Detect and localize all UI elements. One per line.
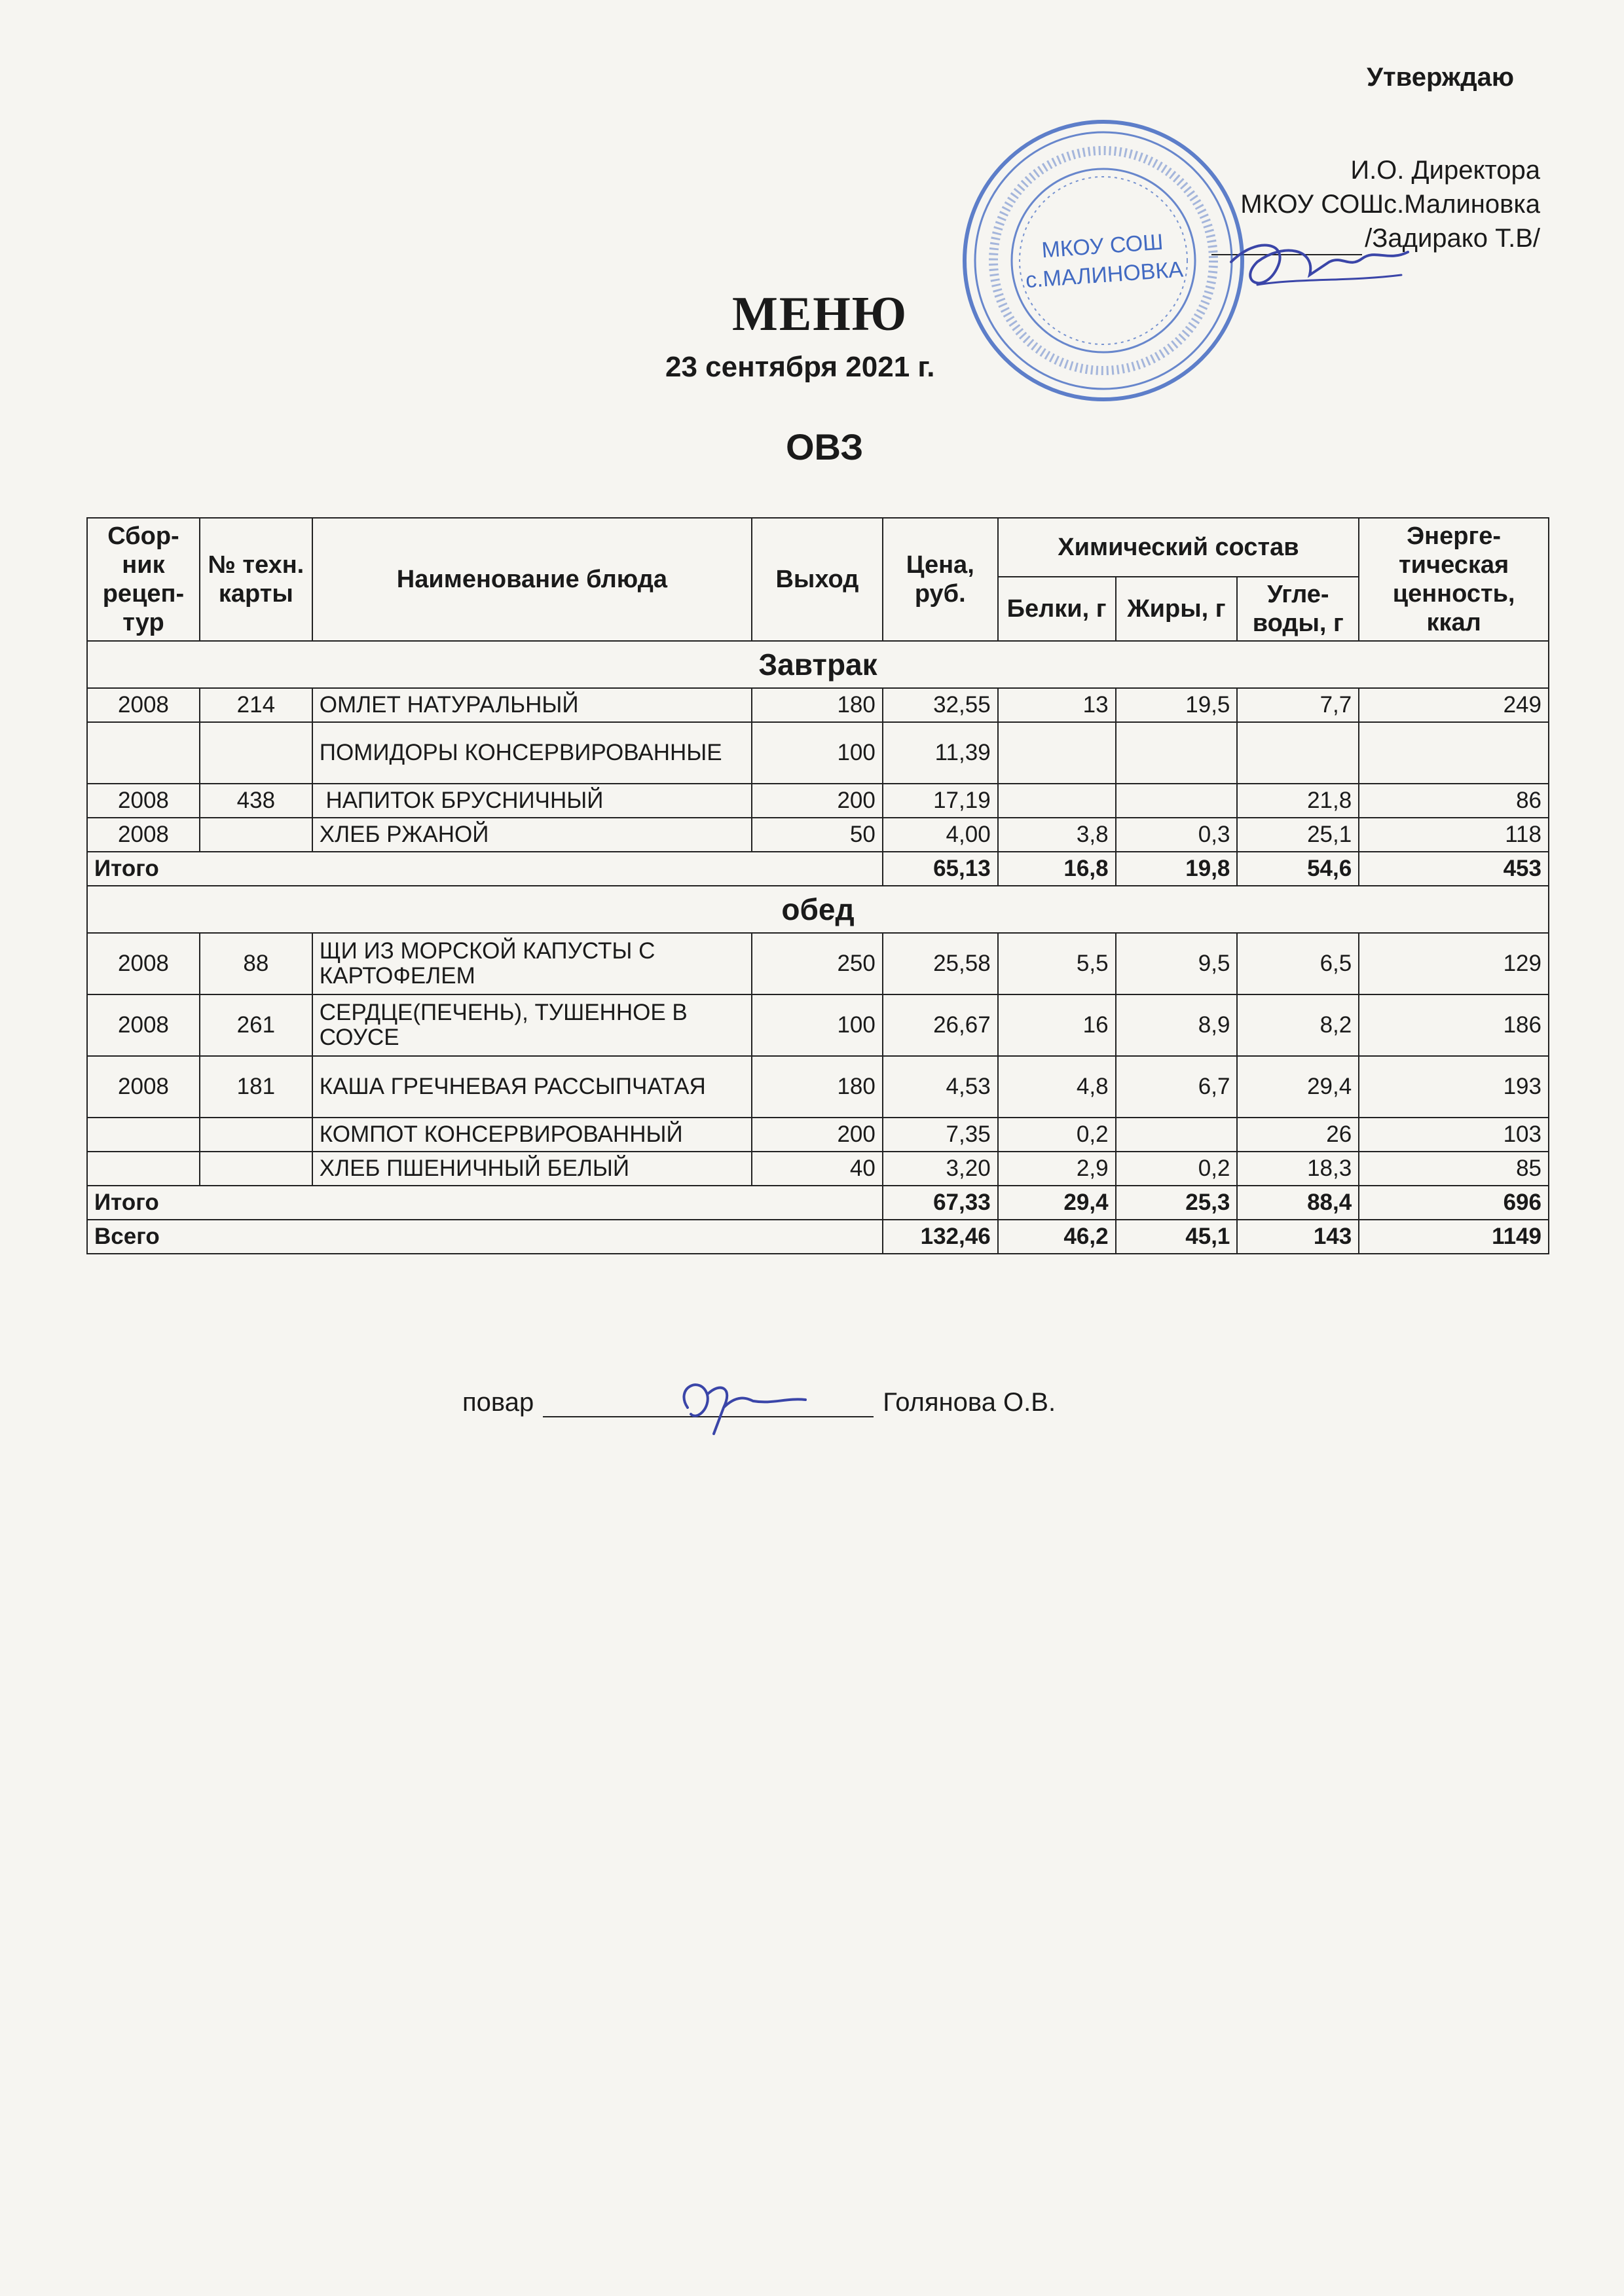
- total-row-breakfast: [87, 852, 1549, 886]
- table-row: [87, 1152, 1549, 1186]
- stamp-line-2: с.МАЛИНОВКА: [1024, 257, 1185, 293]
- cell-fats: 0,3: [1116, 818, 1238, 852]
- cell-card: 214: [200, 688, 312, 722]
- total-fats: 25,3: [1116, 1186, 1238, 1220]
- cell-name: КОМПОТ КОНСЕРВИРОВАННЫЙ: [312, 1118, 752, 1152]
- cell-carbs: 29,4: [1237, 1056, 1359, 1118]
- header-energy: Энерге-тическая ценность, ккал: [1359, 518, 1549, 641]
- total-label: Итого: [87, 852, 883, 886]
- cell-output: 100: [752, 722, 883, 784]
- grand-total-carbs: 143: [1237, 1220, 1359, 1254]
- cell-price: 25,58: [883, 933, 998, 994]
- cell-name: ХЛЕБ ПШЕНИЧНЫЙ БЕЛЫЙ: [312, 1152, 752, 1186]
- total-row-lunch: [87, 1186, 1549, 1220]
- grand-total-row: [87, 1220, 1549, 1254]
- cell-output: 50: [752, 818, 883, 852]
- cell-card: [200, 1152, 312, 1186]
- cell-collection: 2008: [87, 688, 200, 722]
- cell-name: ОМЛЕТ НАТУРАЛЬНЫЙ: [312, 688, 752, 722]
- cell-price: 4,53: [883, 1056, 998, 1118]
- cell-collection: 2008: [87, 818, 200, 852]
- cell-collection: [87, 722, 200, 784]
- menu-date: 23 сентября 2021 г.: [665, 351, 935, 383]
- total-carbs: 88,4: [1237, 1186, 1359, 1220]
- cell-carbs: 7,7: [1237, 688, 1359, 722]
- table-row: [87, 818, 1549, 852]
- cell-name: ЩИ ИЗ МОРСКОЙ КАПУСТЫ С КАРТОФЕЛЕМ: [312, 933, 752, 994]
- header-collection: Сбор-ник рецеп-тур: [87, 518, 200, 641]
- menu-table: [86, 517, 1549, 1254]
- cook-label: повар: [462, 1388, 534, 1417]
- header-proteins: Белки, г: [998, 577, 1116, 641]
- cell-proteins: 0,2: [998, 1118, 1116, 1152]
- grand-total-price: 132,46: [883, 1220, 998, 1254]
- cell-price: 7,35: [883, 1118, 998, 1152]
- cook-signature: [661, 1362, 812, 1440]
- cell-proteins: 5,5: [998, 933, 1116, 994]
- cell-fats: 9,5: [1116, 933, 1238, 994]
- cell-energy: [1359, 722, 1549, 784]
- cell-output: 40: [752, 1152, 883, 1186]
- header-price: Цена, руб.: [883, 518, 998, 641]
- cell-price: 26,67: [883, 994, 998, 1056]
- cell-energy: 118: [1359, 818, 1549, 852]
- cell-energy: 86: [1359, 784, 1549, 818]
- cell-price: 11,39: [883, 722, 998, 784]
- cell-proteins: 4,8: [998, 1056, 1116, 1118]
- cell-card: [200, 1118, 312, 1152]
- cell-carbs: 8,2: [1237, 994, 1359, 1056]
- cell-output: 180: [752, 688, 883, 722]
- cell-collection: 2008: [87, 784, 200, 818]
- table-row: [87, 784, 1549, 818]
- cell-output: 200: [752, 784, 883, 818]
- cell-fats: [1116, 1118, 1238, 1152]
- table-row: [87, 933, 1549, 994]
- grand-total-fats: 45,1: [1116, 1220, 1238, 1254]
- cell-name: НАПИТОК БРУСНИЧНЫЙ: [312, 784, 752, 818]
- header-name: Наименование блюда: [312, 518, 752, 641]
- cell-proteins: 3,8: [998, 818, 1116, 852]
- cell-fats: [1116, 722, 1238, 784]
- cell-fats: 19,5: [1116, 688, 1238, 722]
- cell-fats: 6,7: [1116, 1056, 1238, 1118]
- cell-output: 200: [752, 1118, 883, 1152]
- total-energy: 453: [1359, 852, 1549, 886]
- cell-collection: 2008: [87, 1056, 200, 1118]
- approval-organization: МКОУ СОШс.Малиновка: [1240, 190, 1540, 219]
- cell-card: 261: [200, 994, 312, 1056]
- table-row: [87, 722, 1549, 784]
- cell-carbs: 6,5: [1237, 933, 1359, 994]
- cell-output: 250: [752, 933, 883, 994]
- cell-price: 32,55: [883, 688, 998, 722]
- table-row: [87, 688, 1549, 722]
- cell-collection: [87, 1152, 200, 1186]
- total-carbs: 54,6: [1237, 852, 1359, 886]
- cell-fats: [1116, 784, 1238, 818]
- header-carbs: Угле-воды, г: [1237, 577, 1359, 641]
- cell-card: 438: [200, 784, 312, 818]
- total-price: 67,33: [883, 1186, 998, 1220]
- header-chem: Химический состав: [998, 518, 1359, 577]
- approval-name: /Задирако Т.В/: [1365, 224, 1540, 253]
- cell-carbs: 21,8: [1237, 784, 1359, 818]
- cell-energy: 186: [1359, 994, 1549, 1056]
- director-signature: [1218, 223, 1414, 314]
- cell-price: 4,00: [883, 818, 998, 852]
- total-label: Итого: [87, 1186, 883, 1220]
- cell-energy: 103: [1359, 1118, 1549, 1152]
- cell-energy: 129: [1359, 933, 1549, 994]
- cell-name: ХЛЕБ РЖАНОЙ: [312, 818, 752, 852]
- cell-card: [200, 722, 312, 784]
- cell-collection: 2008: [87, 994, 200, 1056]
- cell-proteins: 2,9: [998, 1152, 1116, 1186]
- cell-name: СЕРДЦЕ(ПЕЧЕНЬ), ТУШЕННОЕ В СОУСЕ: [312, 994, 752, 1056]
- cell-proteins: 16: [998, 994, 1116, 1056]
- cell-card: 88: [200, 933, 312, 994]
- cell-name: ПОМИДОРЫ КОНСЕРВИРОВАННЫЕ: [312, 722, 752, 784]
- cell-card: [200, 818, 312, 852]
- stamp-text: [950, 107, 1257, 414]
- table-header-row: [87, 518, 1549, 577]
- cell-price: 3,20: [883, 1152, 998, 1186]
- total-proteins: 29,4: [998, 1186, 1116, 1220]
- section-row-lunch: [87, 886, 1549, 933]
- cell-proteins: 13: [998, 688, 1116, 722]
- cell-carbs: [1237, 722, 1359, 784]
- section-title: обед: [87, 886, 1549, 933]
- table-row: [87, 994, 1549, 1056]
- header-fats: Жиры, г: [1116, 577, 1238, 641]
- approval-position: И.О. Директора: [1350, 156, 1540, 185]
- cell-carbs: 26: [1237, 1118, 1359, 1152]
- approval-header: Утверждаю: [1367, 63, 1514, 92]
- cell-energy: 193: [1359, 1056, 1549, 1118]
- table-row: [87, 1118, 1549, 1152]
- total-price: 65,13: [883, 852, 998, 886]
- cell-price: 17,19: [883, 784, 998, 818]
- cell-proteins: [998, 784, 1116, 818]
- total-fats: 19,8: [1116, 852, 1238, 886]
- cell-card: 181: [200, 1056, 312, 1118]
- stamp-line-1: МКОУ СОШ: [1041, 229, 1164, 263]
- total-energy: 696: [1359, 1186, 1549, 1220]
- cell-output: 100: [752, 994, 883, 1056]
- grand-total-label: Всего: [87, 1220, 883, 1254]
- cell-fats: 8,9: [1116, 994, 1238, 1056]
- page-title: МЕНЮ: [732, 287, 908, 341]
- section-row-breakfast: [87, 641, 1549, 688]
- cell-carbs: 18,3: [1237, 1152, 1359, 1186]
- cell-collection: [87, 1118, 200, 1152]
- menu-category: ОВЗ: [786, 426, 864, 467]
- section-title: Завтрак: [87, 641, 1549, 688]
- cell-name: КАША ГРЕЧНЕВАЯ РАССЫПЧАТАЯ: [312, 1056, 752, 1118]
- table-row: [87, 1056, 1549, 1118]
- grand-total-proteins: 46,2: [998, 1220, 1116, 1254]
- header-card: № техн. карты: [200, 518, 312, 641]
- cell-energy: 249: [1359, 688, 1549, 722]
- cell-proteins: [998, 722, 1116, 784]
- cell-output: 180: [752, 1056, 883, 1118]
- header-output: Выход: [752, 518, 883, 641]
- grand-total-energy: 1149: [1359, 1220, 1549, 1254]
- cell-energy: 85: [1359, 1152, 1549, 1186]
- cell-carbs: 25,1: [1237, 818, 1359, 852]
- cell-fats: 0,2: [1116, 1152, 1238, 1186]
- cook-name: Голянова О.В.: [883, 1388, 1056, 1417]
- total-proteins: 16,8: [998, 852, 1116, 886]
- school-stamp: [959, 117, 1247, 405]
- cell-collection: 2008: [87, 933, 200, 994]
